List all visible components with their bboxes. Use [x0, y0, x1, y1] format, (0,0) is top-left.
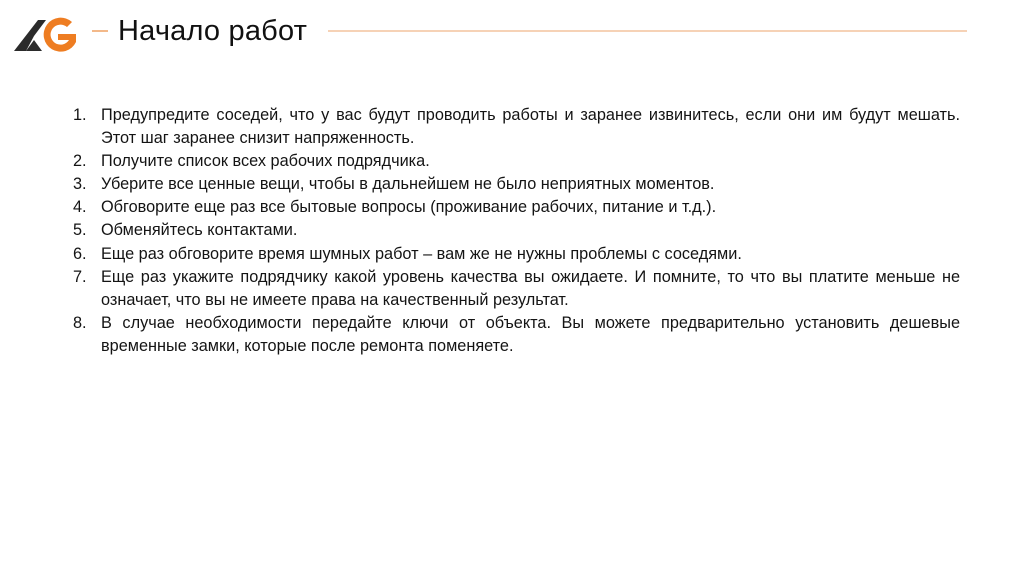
item-number: 2. — [73, 152, 87, 171]
list-item — [73, 312, 960, 358]
title-rule-divider — [328, 30, 967, 32]
list-item — [73, 173, 960, 196]
item-text: Обговорите еще раз все бытовые вопросы (проживание рабочих, питание и т.д.). — [101, 198, 717, 217]
item-number: 8. — [73, 313, 87, 332]
page-title: Начало работ — [118, 15, 308, 47]
list-item — [73, 266, 960, 312]
list-item — [73, 243, 960, 266]
item-text: Предупредите соседей, что у вас будут проводить работы и заранее извинитесь, если они им будут мешать. Этот шаг заранее снизит напряженность. — [101, 106, 960, 148]
item-number: 3. — [73, 175, 87, 194]
item-text: Обменяйтесь контактами. — [101, 221, 298, 240]
item-number: 1. — [73, 106, 87, 124]
item-number: 5. — [73, 221, 87, 240]
item-text: Еще раз укажите подрядчику какой уровень качества вы ожидаете. И помните, то что вы платите меньше не означает, что вы не имеете права на качественный результат. — [101, 267, 960, 309]
steps-list — [73, 104, 960, 358]
ag-logo-icon — [12, 12, 82, 54]
list-item — [73, 104, 960, 150]
item-number: 7. — [73, 267, 87, 286]
list-item — [73, 150, 960, 173]
item-text: Уберите все ценные вещи, чтобы в дальнейшем не было неприятных моментов. — [101, 175, 715, 194]
item-number: 6. — [73, 244, 87, 263]
title-dash-divider — [92, 30, 108, 32]
item-number: 4. — [73, 198, 87, 217]
list-item — [73, 219, 960, 242]
list-item — [73, 196, 960, 219]
item-text: Получите список всех рабочих подрядчика. — [101, 152, 430, 171]
item-text: Еще раз обговорите время шумных работ – вам же не нужны проблемы с соседями. — [101, 244, 742, 263]
item-text: В случае необходимости передайте ключи от объекта. Вы можете предварительно установить дешевые временные замки, которые после ремонта поменяете. — [101, 313, 960, 355]
